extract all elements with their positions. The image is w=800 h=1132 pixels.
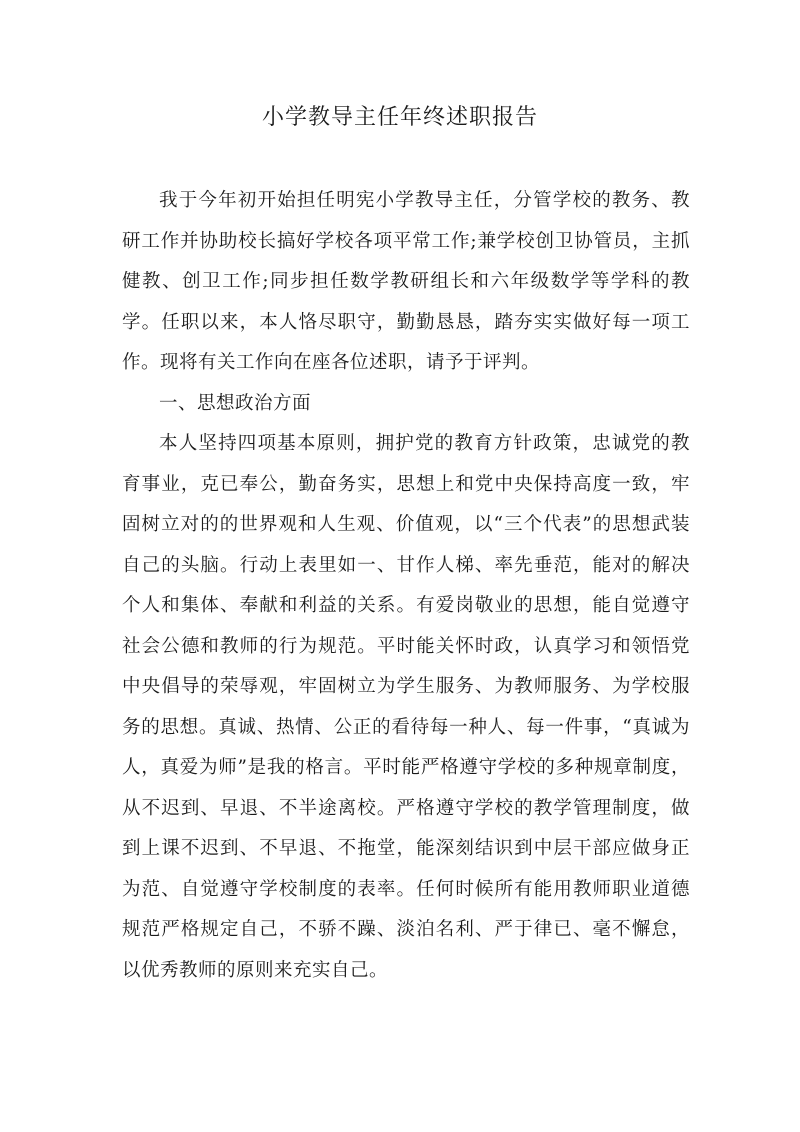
intro-paragraph: 我于今年初开始担任明宪小学教导主任，分管学校的教务、教研工作并协助校长搞好学校各项平常工作;兼学校创卫协管员，主抓健教、创卫工作;同步担任数学教研组长和六年级数学等学科的教学。任职以来，本人恪尽职守，勤勤恳恳，踏夯实实做好每一项工作。现将有关工作向在座各位述职，请予于评判。 xyxy=(122,190,690,373)
section-heading-political: 一、思想政治方面 xyxy=(159,392,312,414)
document-body xyxy=(122,181,690,991)
political-paragraph: 本人坚持四项基本原则，拥护党的教育方针政策，忠诚党的教育事业，克已奉公，勤奋务实，思想上和党中央保持高度一致，牢固树立对的的世界观和人生观、价值观，以“三个代表”的思想武装自己的头脑。行动上表里如一、甘作人梯、率先垂范，能对的解决个人和集体、奉献和利益的关系。有爱岗敬业的思想，能自觉遵守社会公德和教师的行为规范。平时能关怀时政，认真学习和领悟党中央倡导的荣辱观，牢固树立为学生服务、为教师服务、为学校服务的思想。真诚、热情、公正的看待每一种人、每一件事，“真诚为人，真爱为师”是我的格言。平时能严格遵守学校的多种规章制度，从不迟到、早退、不半途离校。严格遵守学校的教学管理制度，做到上课不迟到、不早退、不拖堂，能深刻结识到中层干部应做身正为范、自觉遵守学校制度的表率。任何时候所有能用教师职业道德规范严格规定自己，不骄不躁、淡泊名利、严于律已、毫不懈怠，以优秀教师的原则来充实自己。 xyxy=(122,433,690,981)
document-title: 小学教导主任年终述职报告 xyxy=(261,105,538,130)
